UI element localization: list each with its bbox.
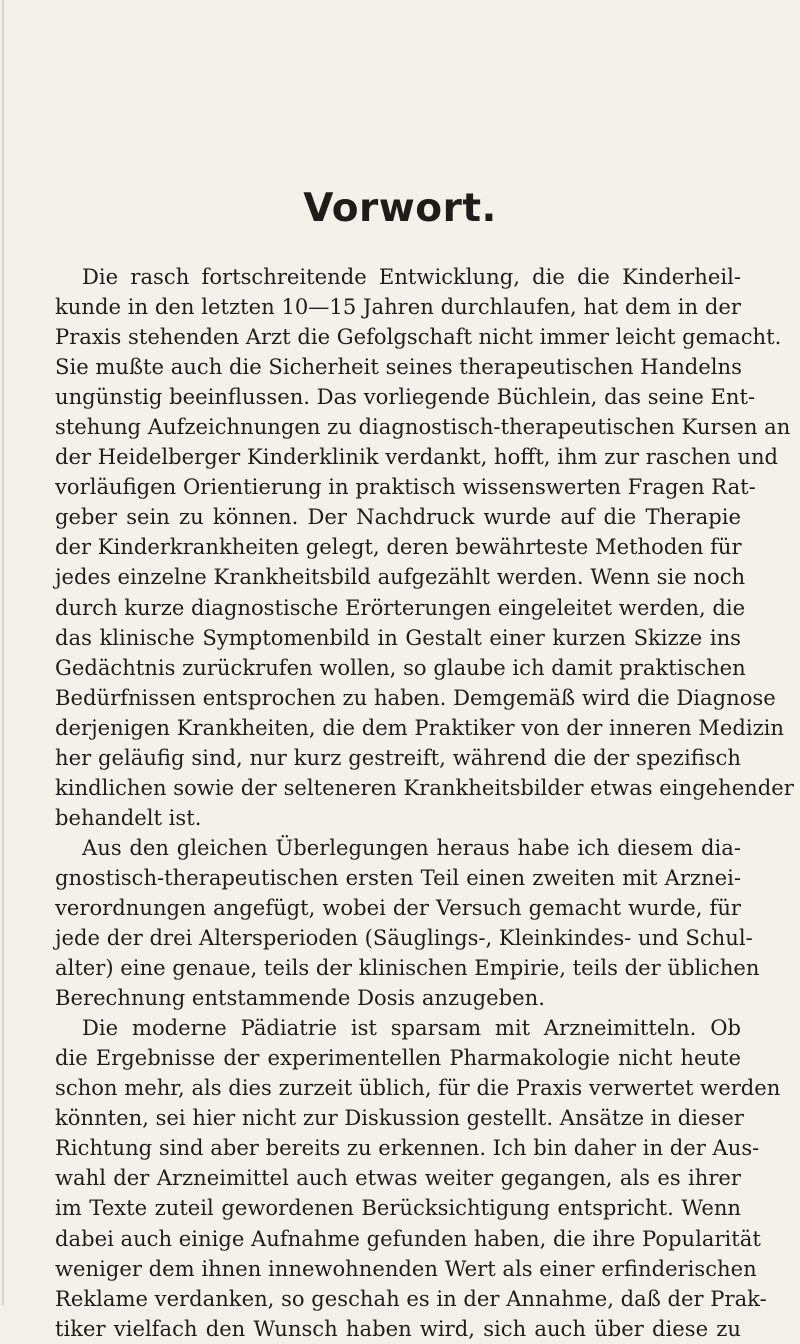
text-line: stehung Aufzeichnungen zu diagnostisch-therapeutischen Kursen an	[55, 414, 791, 440]
paragraph-2	[55, 833, 760, 1013]
paragraph-3	[55, 1013, 781, 1344]
text-line: im Texte zuteil gewordenen Berücksichtigung entspricht. Wenn	[55, 1195, 741, 1221]
text-line: Reklame verdanken, so geschah es in der Annahme, daß der Prak-	[55, 1285, 767, 1311]
text-line: Sie mußte auch die Sicherheit seines therapeutischen Handelns	[55, 354, 742, 380]
text-line: kunde in den letzten 10—15 Jahren durchlaufen, hat dem in der	[55, 294, 741, 320]
text-line: geber sein zu können. Der Nachdruck wurde auf die Therapie	[55, 504, 741, 530]
text-line: Die rasch fortschreitende Entwicklung, die die Kinderheil-	[82, 264, 741, 289]
paragraph-1	[55, 262, 794, 833]
text-line: Die moderne Pädiatrie ist sparsam mit Arzneimitteln. Ob	[82, 1015, 741, 1041]
text-line: behandelt ist.	[55, 804, 202, 830]
text-line: Praxis stehenden Arzt die Gefolgschaft nicht immer leicht gemacht.	[55, 324, 782, 350]
text-line: jedes einzelne Krankheitsbild aufgezählt werden. Wenn sie noch	[55, 564, 746, 590]
text-line: dabei auch einige Aufnahme gefunden haben, die ihre Popularität	[55, 1225, 761, 1251]
text-line: kindlichen sowie der selteneren Krankheitsbilder etwas eingehender	[55, 774, 794, 800]
text-line: alter) eine genaue, teils der klinischen Empirie, teils der üblichen	[55, 955, 760, 981]
text-line: durch kurze diagnostische Erörterungen eingeleitet werden, die	[55, 594, 746, 620]
text-line: die Ergebnisse der experimentellen Pharmakologie nicht heute	[55, 1045, 741, 1071]
text-line: ungünstig beeinflussen. Das vorliegende Büchlein, das seine Ent-	[55, 384, 756, 410]
text-line: verordnungen angefügt, wobei der Versuch gemacht wurde, für	[55, 894, 741, 920]
text-line: her geläufig sind, nur kurz gestreift, während die der spezifisch	[55, 744, 741, 770]
text-line: derjenigen Krankheiten, die dem Praktiker von der inneren Medizin	[55, 714, 785, 740]
text-line: wahl der Arzneimittel auch etwas weiter gegangen, als es ihrer	[55, 1165, 741, 1191]
text-line: das klinische Symptomenbild in Gestalt einer kurzen Skizze ins	[55, 624, 741, 650]
text-line: der Kinderkrankheiten gelegt, deren bewährteste Methoden für	[55, 534, 742, 560]
text-line: tiker vielfach den Wunsch haben wird, sich auch über diese zu	[55, 1315, 741, 1341]
body-text	[55, 262, 794, 1344]
text-line: Berechnung entstammende Dosis anzugeben.	[55, 985, 545, 1011]
text-line: der Heidelberger Kinderklinik verdankt, hofft, ihm zur raschen und	[55, 444, 779, 470]
text-line: Gedächtnis zurückrufen wollen, so glaube ich damit praktischen	[55, 654, 746, 680]
text-line: jede der drei Altersperioden (Säuglings-, Kleinkindes- und Schul-	[55, 925, 753, 951]
page-title: Vorwort.	[303, 186, 497, 231]
text-line: könnten, sei hier nicht zur Diskussion gestellt. Ansätze in dieser	[55, 1105, 744, 1131]
text-line: schon mehr, als dies zurzeit üblich, für die Praxis verwertet werden	[55, 1075, 781, 1101]
text-line: vorläufigen Orientierung in praktisch wissenswerten Fragen Rat-	[55, 474, 756, 500]
text-line: gnostisch-therapeutischen ersten Teil einen zweiten mit Arznei-	[55, 864, 741, 890]
text-line: Aus den gleichen Überlegungen heraus habe ich diesem dia-	[82, 834, 741, 860]
text-line: Bedürfnissen entsprochen zu haben. Demgemäß wird die Diagnose	[55, 684, 776, 710]
text-line: weniger dem ihnen innewohnenden Wert als einer erfinderischen	[55, 1255, 757, 1281]
text-line: Richtung sind aber bereits zu erkennen. Ich bin daher in der Aus-	[55, 1135, 760, 1161]
